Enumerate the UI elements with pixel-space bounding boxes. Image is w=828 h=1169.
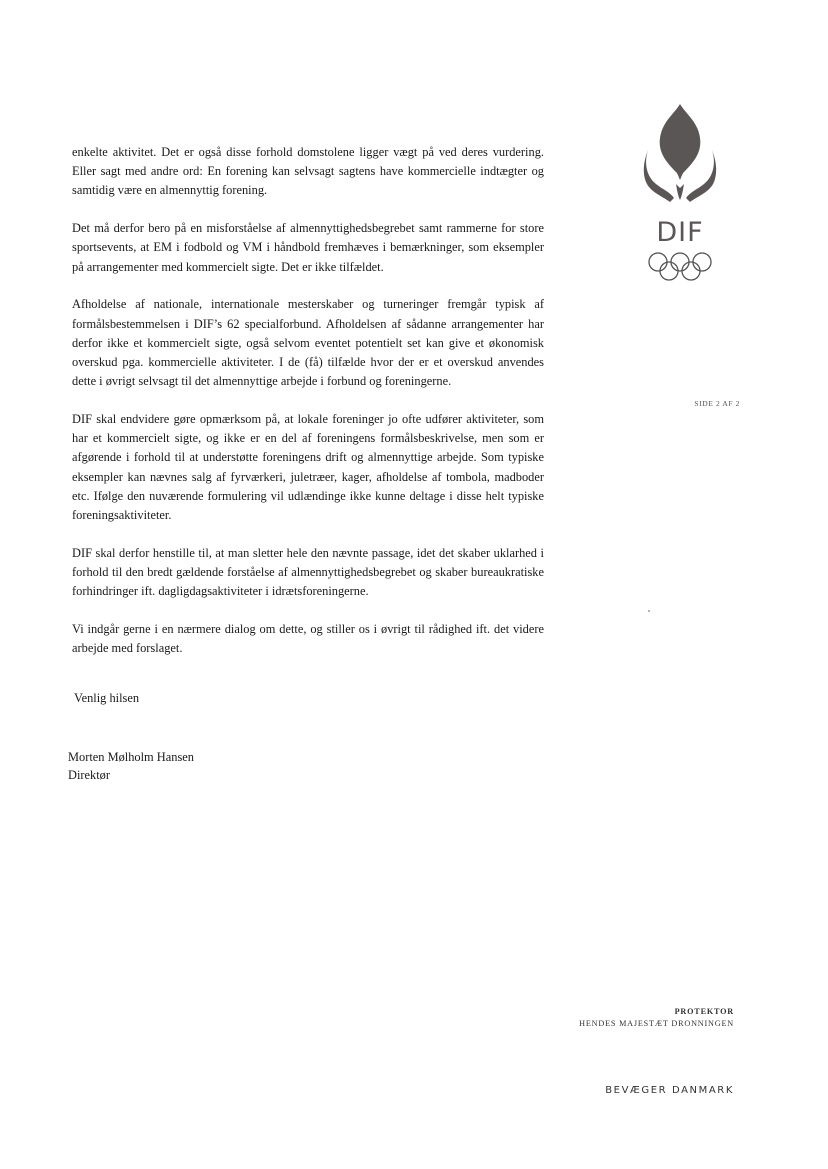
paragraph-2: Det må derfor bero på en misforståelse af almennyttighedsbegrebet samt rammerne for store sportsevents, at EM i fodbold og VM i håndbold fremhæves i bemærkninger, som eksempler på arrangementer med kommercielt sigte. Det er ikke tilfældet. bbox=[72, 221, 544, 274]
protector-block bbox=[579, 1006, 734, 1030]
olympic-rings-icon bbox=[649, 253, 711, 280]
page-number: SIDE 2 AF 2 bbox=[694, 399, 740, 408]
paragraph-3: Afholdelse af nationale, internationale mesterskaber og turneringer fremgår typisk af formålsbestemmelsen i DIF’s 62 specialforbund. Afholdelsen af sådanne arrangementer har derfor ikke et kommercielt sigte, også selvom eventet potentielt set kan give et økonomisk overskud pga. kommercielle aktiviteter. I de (få) tilfælde hvor der er et overskud anvendes dette i øvrigt selvsagt til det almennyttige arbejde i forbund og foreningerne. bbox=[72, 297, 544, 389]
scan-speck bbox=[648, 610, 650, 612]
paragraph-5: DIF skal derfor henstille til, at man sletter hele den nævnte passage, idet det skaber uklarhed i forhold til den bredt gældende forståelse af almennyttighedsbegrebet og skaber bureaukratiske forhindringer ift. dagligdagsaktiviteter i idrætsforeningerne. bbox=[72, 545, 544, 599]
protector-title: PROTEKTOR bbox=[674, 1007, 734, 1016]
dif-logo bbox=[640, 100, 720, 285]
signer-name: Morten Mølholm Hansen bbox=[68, 750, 194, 764]
paragraph-1: enkelte aktivitet. Det er også disse forhold domstolene ligger vægt på ved deres vurdering. Eller sagt med andre ord: En forening kan selvsagt sagtens have kommercielle indtægter og samtidig være en almennyttig forening. bbox=[72, 145, 544, 198]
footer-motto: BEVÆGER DANMARK bbox=[605, 1085, 734, 1096]
letter-body bbox=[72, 143, 544, 677]
paragraph-6: Vi indgår gerne i en nærmere dialog om dette, og stiller os i øvrigt til rådighed ift. det videre arbejde med forslaget. bbox=[72, 622, 544, 656]
protector-name: HENDES MAJESTÆT DRONNINGEN bbox=[579, 1019, 734, 1028]
logo-wordmark: DIF bbox=[656, 217, 704, 248]
signature-block bbox=[68, 748, 194, 784]
closing-greeting: Venlig hilsen bbox=[74, 691, 140, 705]
flame-icon bbox=[644, 104, 716, 202]
paragraph-4: DIF skal endvidere gøre opmærksom på, at lokale foreninger jo ofte udfører aktiviteter, som har et kommercielt sigte, og ikke er en del af foreningens formålsbeskrivelse, men som er afgørende i forhold til at understøtte foreningens drift og almennyttige arbejde. Som typiske eksempler kan nævnes salg af fyrværkeri, juletræer, kager, afholdelse af tombola, madboder etc. Ifølge den nuværende formulering vil udlændinge ikke kunne deltage i disse helt typiske foreningsaktiviteter. bbox=[72, 412, 544, 523]
signer-title: Direktør bbox=[68, 768, 110, 782]
